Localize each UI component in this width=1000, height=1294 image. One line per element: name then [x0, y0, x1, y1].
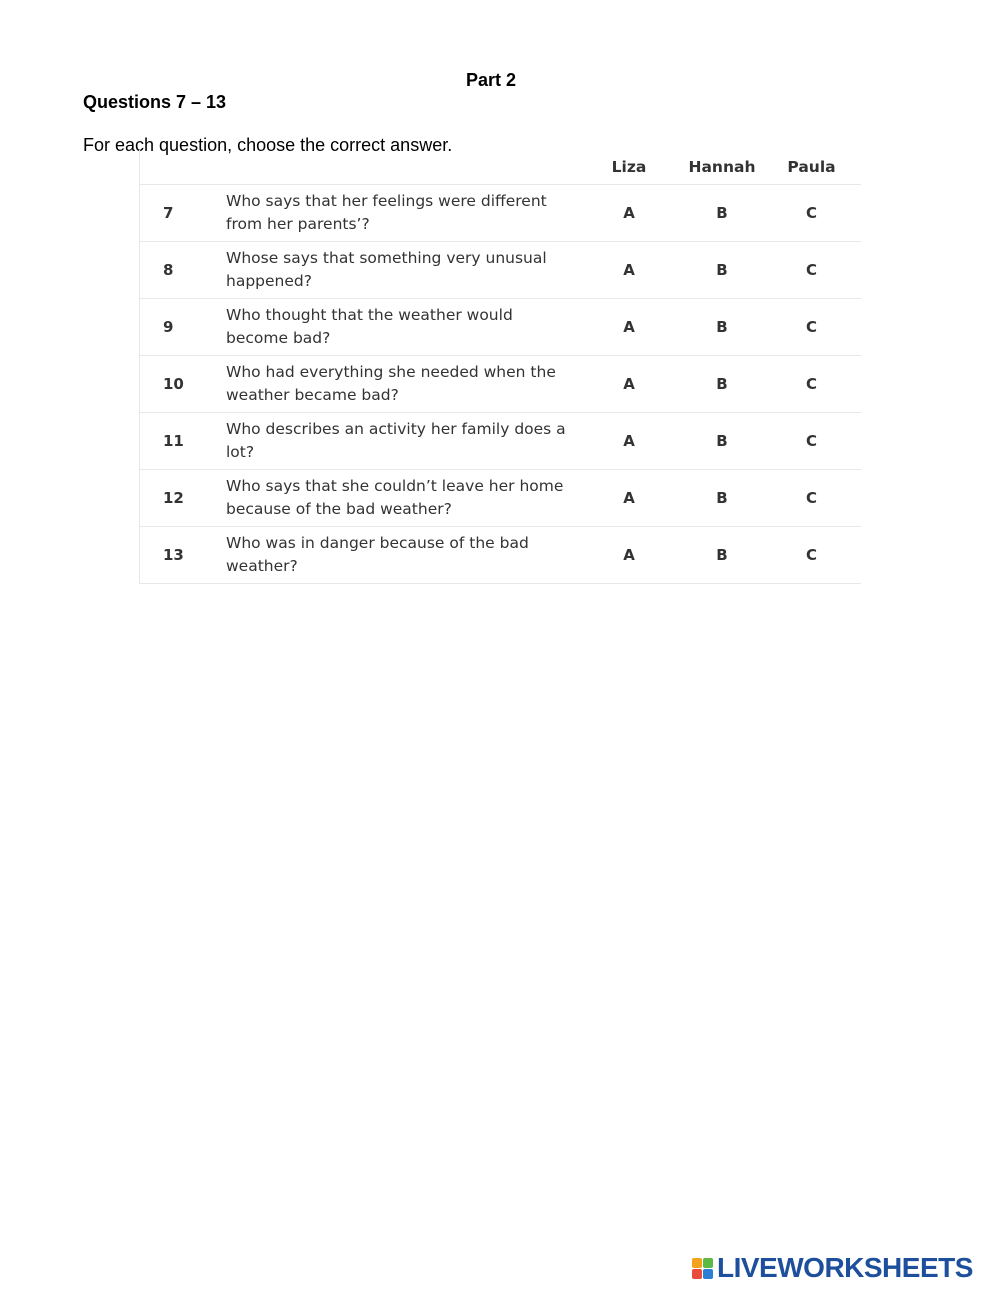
question-text: Who was in danger because of the bad weather? [226, 534, 529, 575]
header-paula: Paula [787, 158, 836, 176]
header-hannah: Hannah [688, 158, 756, 176]
table-header-row [140, 150, 861, 184]
question-row-10 [140, 355, 861, 412]
option-b[interactable]: B [716, 261, 728, 279]
question-row-8 [140, 241, 861, 298]
option-a[interactable]: A [623, 489, 635, 507]
liveworksheets-logo [692, 1253, 973, 1283]
option-b[interactable]: B [716, 489, 728, 507]
question-number: 11 [163, 432, 184, 450]
logo-tile [692, 1269, 702, 1279]
question-text: Who says that her feelings were different from her parents’? [226, 192, 547, 233]
logo-tile [703, 1258, 713, 1268]
question-row-7 [140, 184, 861, 241]
question-row-13 [140, 526, 861, 584]
part-title: Part 2 [465, 70, 517, 90]
option-c[interactable]: C [805, 375, 817, 393]
option-a[interactable]: A [623, 261, 635, 279]
question-text: Who thought that the weather would become bad? [226, 306, 513, 347]
option-c[interactable]: C [805, 489, 817, 507]
option-c[interactable]: C [805, 204, 817, 222]
question-number: 7 [163, 204, 174, 222]
logo-text: LIVEWORKSHEETS [717, 1252, 973, 1283]
instruction-text: For each question, choose the correct answer. [83, 135, 453, 155]
option-a[interactable]: A [623, 546, 635, 564]
question-number: 8 [163, 261, 174, 279]
option-b[interactable]: B [716, 375, 728, 393]
questions-heading: Questions 7 – 13 [83, 92, 227, 112]
option-c[interactable]: C [805, 546, 817, 564]
option-a[interactable]: A [623, 432, 635, 450]
question-number: 13 [163, 546, 184, 564]
option-b[interactable]: B [716, 546, 728, 564]
logo-tile [692, 1258, 702, 1268]
option-b[interactable]: B [716, 432, 728, 450]
option-a[interactable]: A [623, 375, 635, 393]
question-text: Who says that she couldn’t leave her home because of the bad weather? [226, 477, 564, 518]
option-b[interactable]: B [716, 204, 728, 222]
logo-mark-icon [692, 1258, 713, 1279]
question-row-11 [140, 412, 861, 469]
header-liza: Liza [611, 158, 647, 176]
logo-tile [703, 1269, 713, 1279]
question-text: Who had everything she needed when the weather became bad? [226, 363, 556, 404]
option-c[interactable]: C [805, 318, 817, 336]
option-a[interactable]: A [623, 318, 635, 336]
question-number: 10 [163, 375, 184, 393]
question-number: 12 [163, 489, 184, 507]
questions-table [139, 150, 861, 584]
option-a[interactable]: A [623, 204, 635, 222]
option-c[interactable]: C [805, 432, 817, 450]
question-text: Who describes an activity her family does a lot? [226, 420, 566, 461]
option-b[interactable]: B [716, 318, 728, 336]
question-row-12 [140, 469, 861, 526]
option-c[interactable]: C [805, 261, 817, 279]
question-row-9 [140, 298, 861, 355]
question-text: Whose says that something very unusual happened? [226, 249, 547, 290]
question-number: 9 [163, 318, 174, 336]
